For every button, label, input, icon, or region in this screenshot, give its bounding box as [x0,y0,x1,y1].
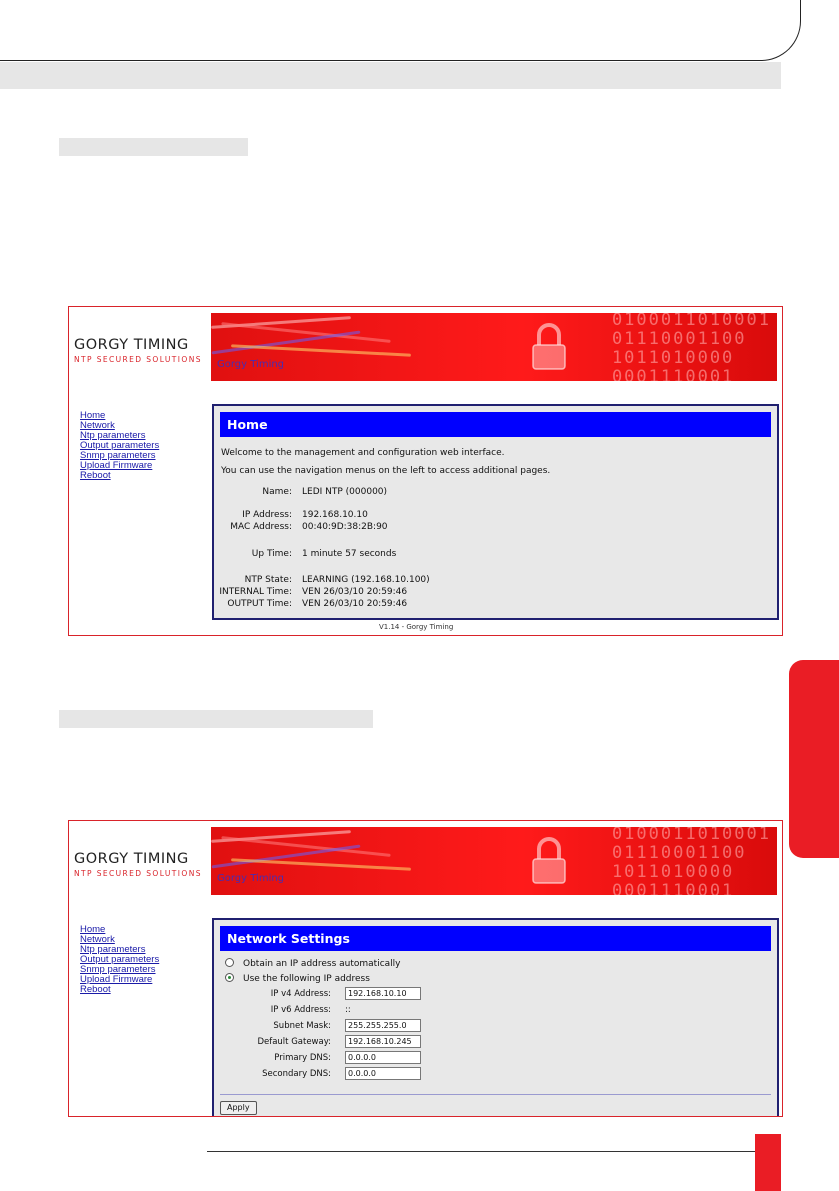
subsection-heading-bar [59,138,248,156]
side-navigation [80,925,159,995]
home-panel [212,404,779,620]
chapter-side-tab [789,660,839,858]
secondary-dns-input[interactable]: 0.0.0.0 [345,1067,421,1080]
secondary-dns-label: Secondary DNS: [262,1069,331,1079]
padlock-icon [529,835,569,887]
network-page-screenshot [68,820,783,1117]
binary-pattern: 0100011010001 01110001100 1011010000 0001110001 [611,313,771,381]
info-value: 1 minute 57 seconds [302,549,397,559]
header-banner [211,827,777,895]
panel-title: Network Settings [220,926,771,951]
info-value: VEN 26/03/10 20:59:46 [302,587,408,597]
info-label: NTP State: [244,575,292,585]
page-corner-line [0,0,801,61]
logo-sub-text: NTP SECURED SOLUTIONS [74,869,202,878]
binary-pattern: 0100011010001 01110001100 1011010000 0001110001 [611,827,771,895]
subnet-mask-label: Subnet Mask: [273,1021,331,1031]
nav-link-network[interactable]: Network [80,934,115,945]
nav-link-snmp-parameters[interactable]: Snmp parameters [80,450,156,461]
logo-sub-text: NTP SECURED SOLUTIONS [74,355,202,364]
radio-label: Use the following IP address [243,974,370,984]
radio-label: Obtain an IP address automatically [243,959,401,969]
section-heading-bar [0,62,781,89]
ipv4-input[interactable]: 192.168.10.10 [345,987,421,1000]
info-label: MAC Address: [230,522,292,532]
nav-link-home[interactable]: Home [80,924,106,935]
info-label: Name: [262,487,292,497]
form-separator [220,1094,771,1095]
nav-link-output-parameters[interactable]: Output parameters [80,954,160,965]
ipv6-value: :: [345,1005,351,1015]
nav-link-upload-firmware[interactable]: Upload Firmware [80,974,153,985]
footer-rule [207,1151,755,1152]
primary-dns-label: Primary DNS: [274,1053,331,1063]
ipv4-label: IP v4 Address: [270,989,331,999]
nav-link-reboot[interactable]: Reboot [80,984,111,995]
info-label: IP Address: [242,510,292,520]
radio-button[interactable] [225,958,234,967]
banner-title: Gorgy Timing [217,359,285,370]
info-value: 192.168.10.10 [302,510,368,520]
logo-main-text: GORGY TIMING [74,337,189,353]
primary-dns-input[interactable]: 0.0.0.0 [345,1051,421,1064]
home-page-screenshot [68,306,783,636]
info-value: 00:40:9D:38:2B:90 [302,522,388,532]
logo-main-text: GORGY TIMING [74,851,189,867]
welcome-text: Welcome to the management and configuration web interface. [221,448,505,458]
banner-title: Gorgy Timing [217,873,285,884]
header-banner [211,313,777,381]
info-value: LEARNING (192.168.10.100) [302,575,430,585]
version-footer: V1.14 - Gorgy Timing [379,623,454,631]
info-value: VEN 26/03/10 20:59:46 [302,599,408,609]
navigation-hint-text: You can use the navigation menus on the left to access additional pages. [221,466,551,476]
nav-link-home[interactable]: Home [80,410,106,421]
nav-link-snmp-parameters[interactable]: Snmp parameters [80,964,156,975]
info-label: INTERNAL Time: [219,587,292,597]
network-settings-panel [212,918,779,1117]
nav-link-upload-firmware[interactable]: Upload Firmware [80,460,153,471]
subsection-heading-bar [59,710,373,728]
default-gateway-label: Default Gateway: [257,1037,331,1047]
panel-title: Home [220,412,771,437]
nav-link-output-parameters[interactable]: Output parameters [80,440,160,451]
nav-link-ntp-parameters[interactable]: Ntp parameters [80,944,146,955]
gorgy-logo [74,337,209,364]
page-number-box [755,1134,781,1191]
info-value: LEDI NTP (000000) [302,487,388,497]
radio-auto-ip[interactable] [225,958,401,969]
side-navigation [80,411,159,481]
nav-link-network[interactable]: Network [80,420,115,431]
nav-link-ntp-parameters[interactable]: Ntp parameters [80,430,146,441]
info-label: Up Time: [251,549,292,559]
apply-button[interactable]: Apply [220,1101,257,1115]
radio-manual-ip[interactable] [225,973,370,984]
nav-link-reboot[interactable]: Reboot [80,470,111,481]
default-gateway-input[interactable]: 192.168.10.245 [345,1035,421,1048]
subnet-mask-input[interactable]: 255.255.255.0 [345,1019,421,1032]
info-label: OUTPUT Time: [227,599,292,609]
ipv6-label: IP v6 Address: [270,1005,331,1015]
radio-button-selected[interactable] [225,973,234,982]
gorgy-logo [74,851,209,878]
padlock-icon [529,321,569,373]
